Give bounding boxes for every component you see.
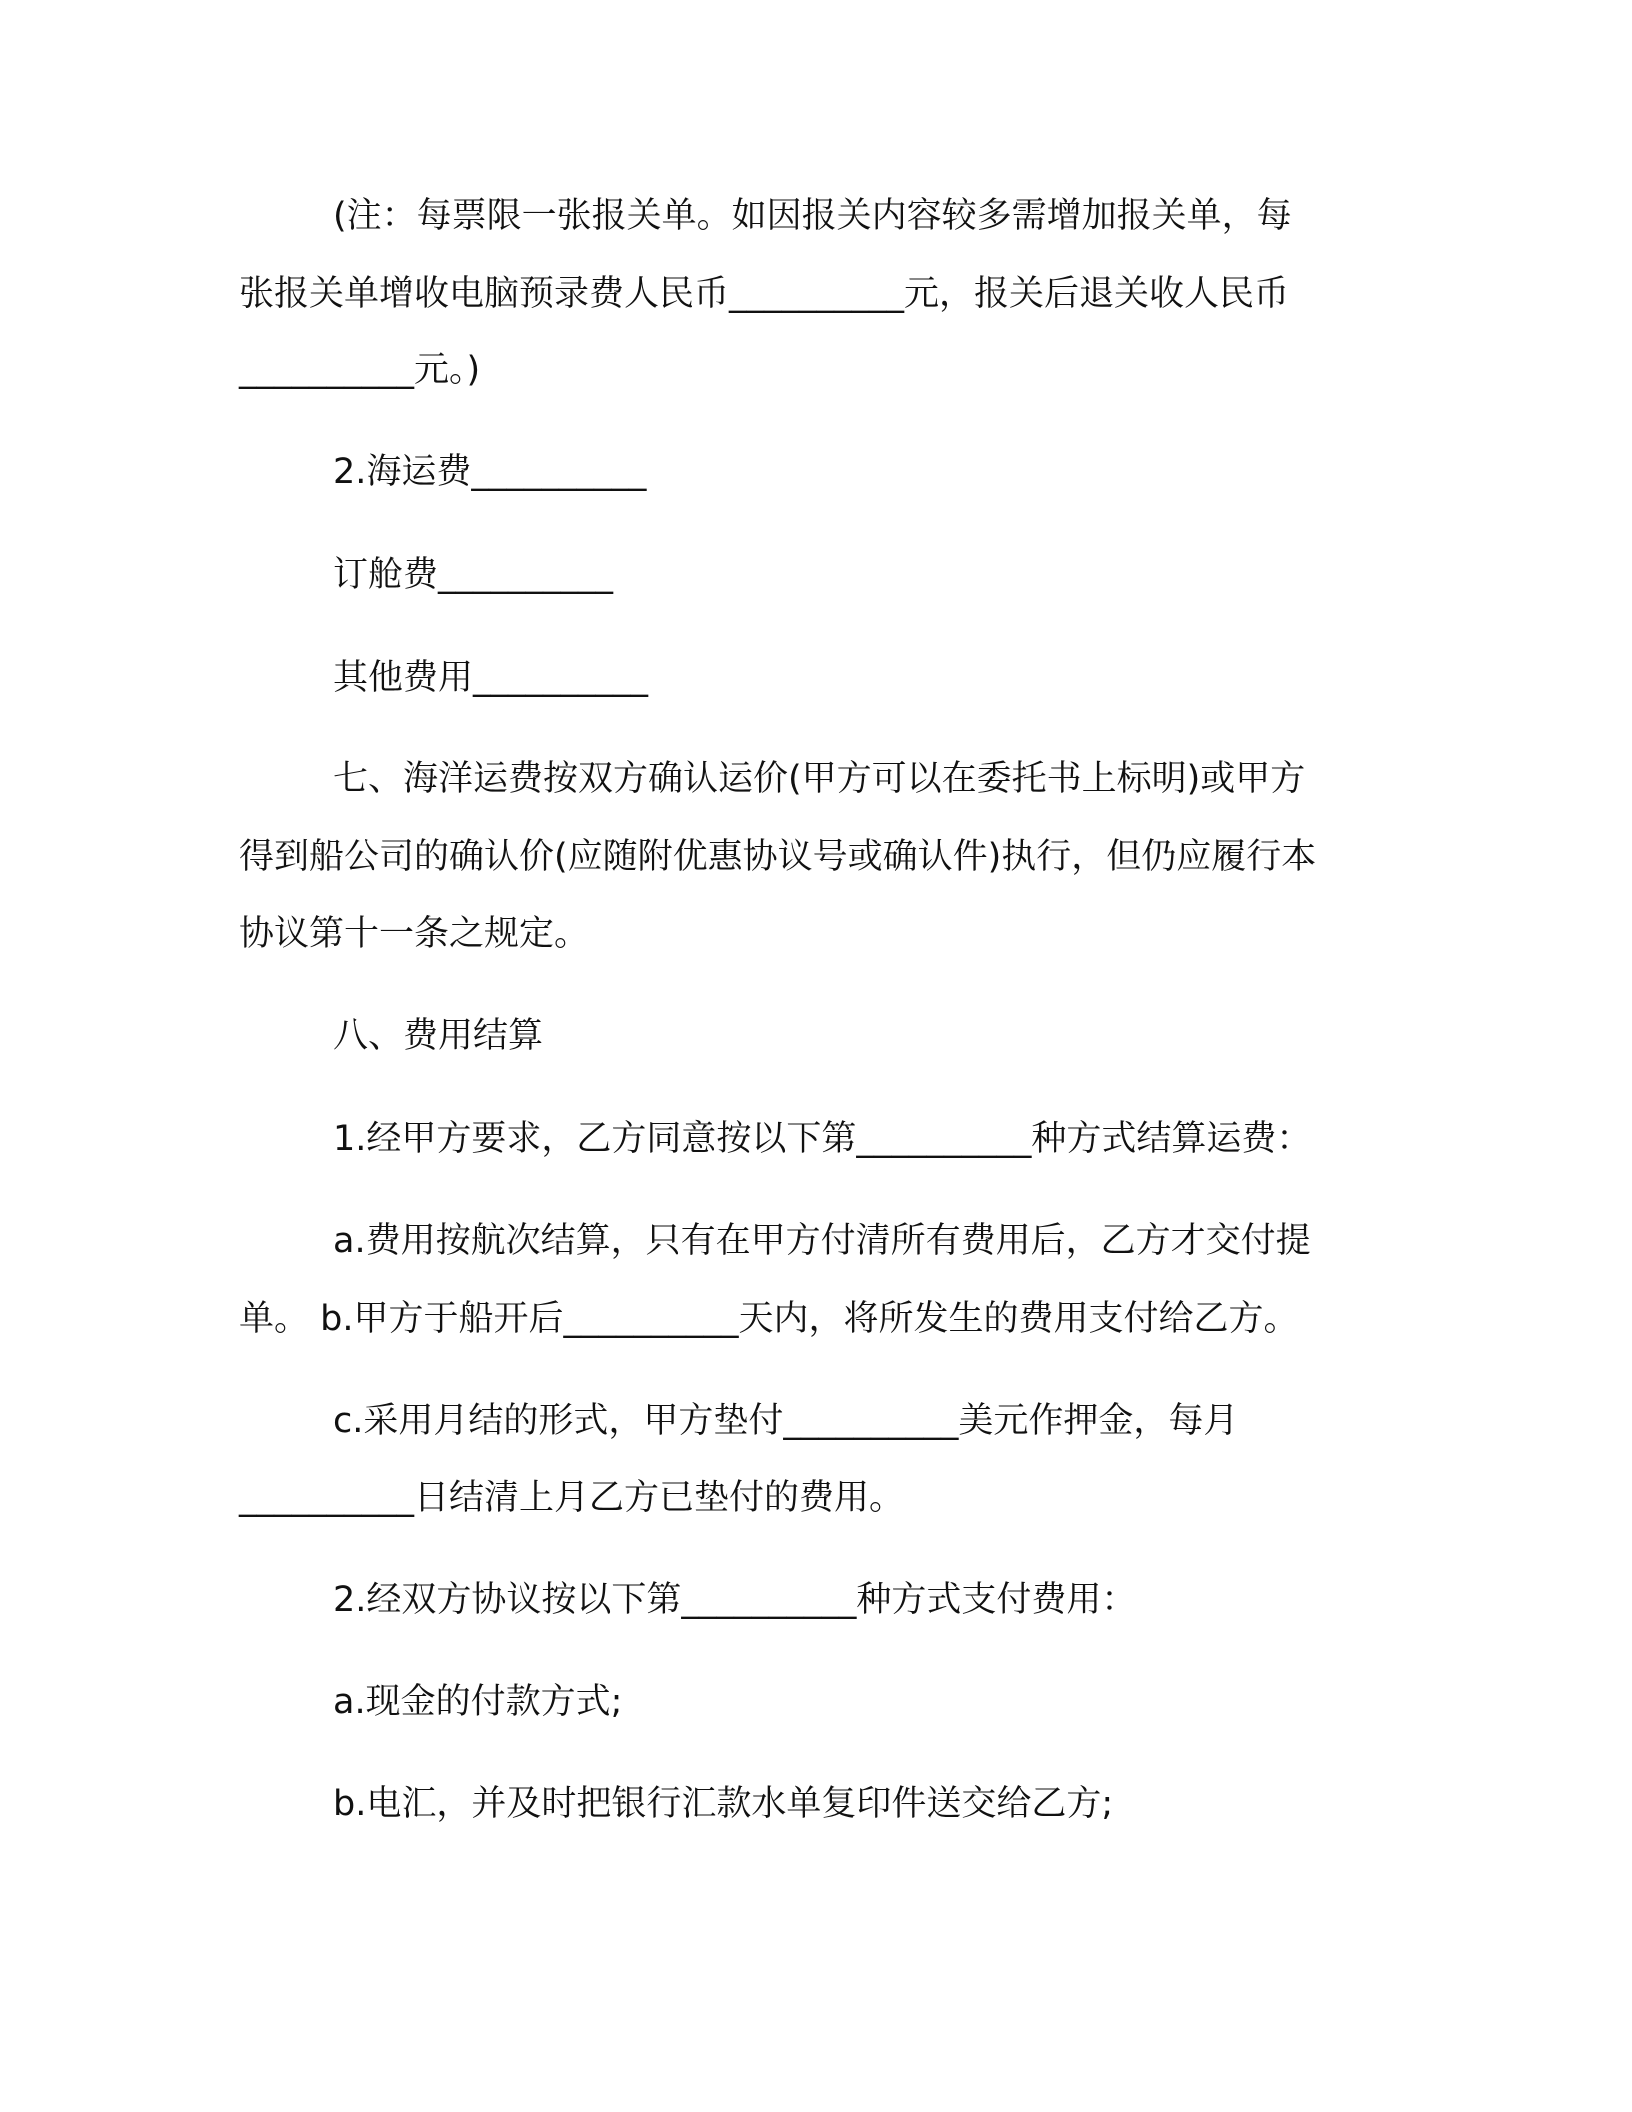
clause-7-line-2: 得到船公司的确认价(应随附优惠协议号或确认件)执行，但仍应履行本 [239,837,1317,877]
settlement-item-1: 1.经甲方要求，乙方同意按以下第__________种方式结算运费： [333,1119,1312,1159]
clause-8-heading: 八、费用结算 [333,1016,544,1056]
note-line-2: 张报关单增收电脑预录费人民币__________元，报关后退关收人民币 [239,274,1290,314]
other-fees-line: 其他费用__________ [333,658,649,698]
clause-7-line-1: 七、海洋运费按双方确认运价(甲方可以在委托书上标明)或甲方 [333,759,1306,799]
ocean-freight-line: 2.海运费__________ [333,452,647,492]
note-line-1: (注：每票限一张报关单。如因报关内容较多需增加报关单，每 [333,196,1292,236]
note-line-3: __________元。) [239,350,481,390]
settlement-option-c-line-2: __________日结清上月乙方已垫付的费用。 [239,1478,905,1518]
settlement-option-a-line-1: a.费用按航次结算，只有在甲方付清所有费用后，乙方才交付提 [333,1221,1311,1261]
settlement-option-ab-line-2: 单。 b.甲方于船开后__________天内，将所发生的费用支付给乙方。 [239,1299,1299,1339]
settlement-option-c-line-1: c.采用月结的形式，甲方垫付__________美元作押金，每月 [333,1401,1239,1441]
payment-option-a: a.现金的付款方式; [333,1682,623,1722]
payment-item-2: 2.经双方协议按以下第__________种方式支付费用： [333,1580,1137,1620]
payment-option-b: b.电汇，并及时把银行汇款水单复印件送交给乙方; [333,1784,1114,1824]
booking-fee-line: 订舱费__________ [333,555,614,595]
clause-7-line-3: 协议第十一条之规定。 [239,914,590,954]
